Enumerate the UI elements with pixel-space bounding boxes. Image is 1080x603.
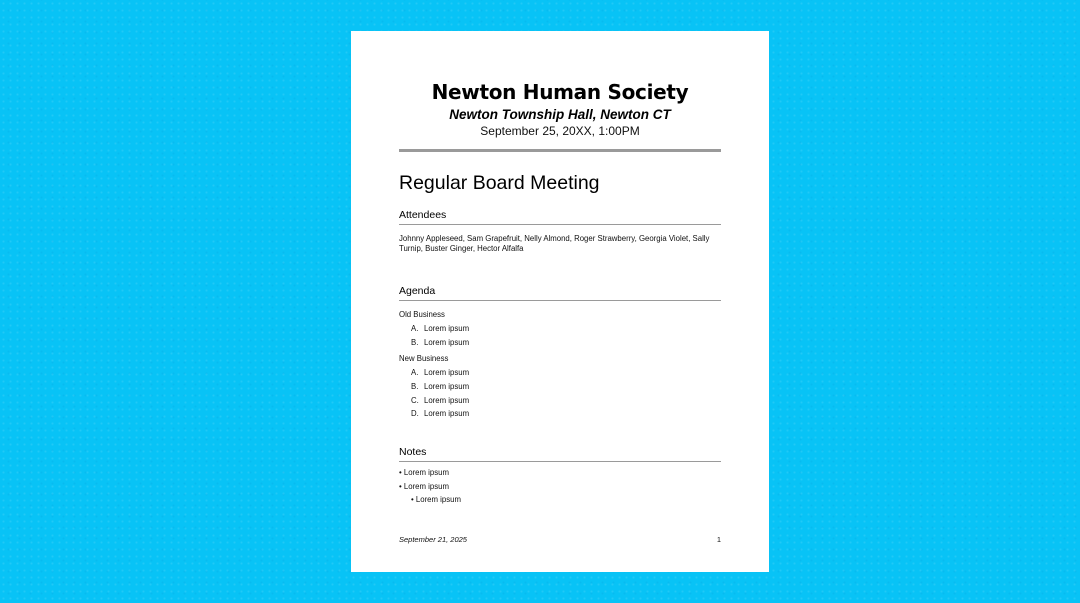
bullet-text: Lorem ipsum [415,495,461,505]
list-item-text: Lorem ipsum [424,368,470,378]
footer-date: September 21, 2025 [399,535,467,544]
list-item-letter: B. [411,337,419,347]
attendees-section [399,209,721,254]
list-item [399,394,721,408]
list-item-text: Lorem ipsum [424,337,470,347]
meeting-location: Newton Township Hall, Newton CT [449,107,671,122]
attendees-heading: Attendees [399,209,721,225]
document-page [351,31,769,572]
bullet-item [399,480,721,494]
meeting-datetime: September 25, 20XX, 1:00PM [480,124,640,138]
list-item-text: Lorem ipsum [424,382,470,392]
list-item [399,407,721,421]
notes-heading: Notes [399,446,721,462]
bullet-symbol: • [399,481,402,491]
list-item-letter: D. [411,409,419,419]
list-item-letter: B. [411,382,419,392]
list-item [399,380,721,394]
list-item-text: Lorem ipsum [424,395,470,405]
list-item-letter: C. [411,395,419,405]
list-item-text: Lorem ipsum [424,409,470,419]
bullet-symbol: • [411,495,414,505]
bullet-symbol: • [399,468,402,477]
bullet-item [399,466,721,480]
list-item-letter: A. [411,324,419,333]
list-item-text: Lorem ipsum [424,324,470,333]
list-item [399,336,721,350]
bullet-item-nested [399,493,721,507]
notes-section [399,446,721,507]
organization-title: Newton Human Society [431,80,689,104]
list-item-letter: A. [411,368,419,378]
page-number: 1 [716,535,721,544]
list-item [399,366,721,380]
agenda-section [399,285,721,421]
old-business-label: Old Business [399,310,445,319]
list-item [399,322,721,336]
attendees-list: Johnny Appleseed, Sam Grapefruit, Nelly Almond, Roger Strawberry, Georgia Violet, Sally Turnip, Buster Ginger, Hector Alfalfa [399,234,710,253]
agenda-heading: Agenda [399,285,721,301]
bullet-text: Lorem ipsum [403,481,449,491]
new-business-label: New Business [399,354,449,364]
bullet-text: Lorem ipsum [403,468,449,477]
meeting-title: Regular Board Meeting [399,172,600,194]
header-divider [399,149,721,152]
